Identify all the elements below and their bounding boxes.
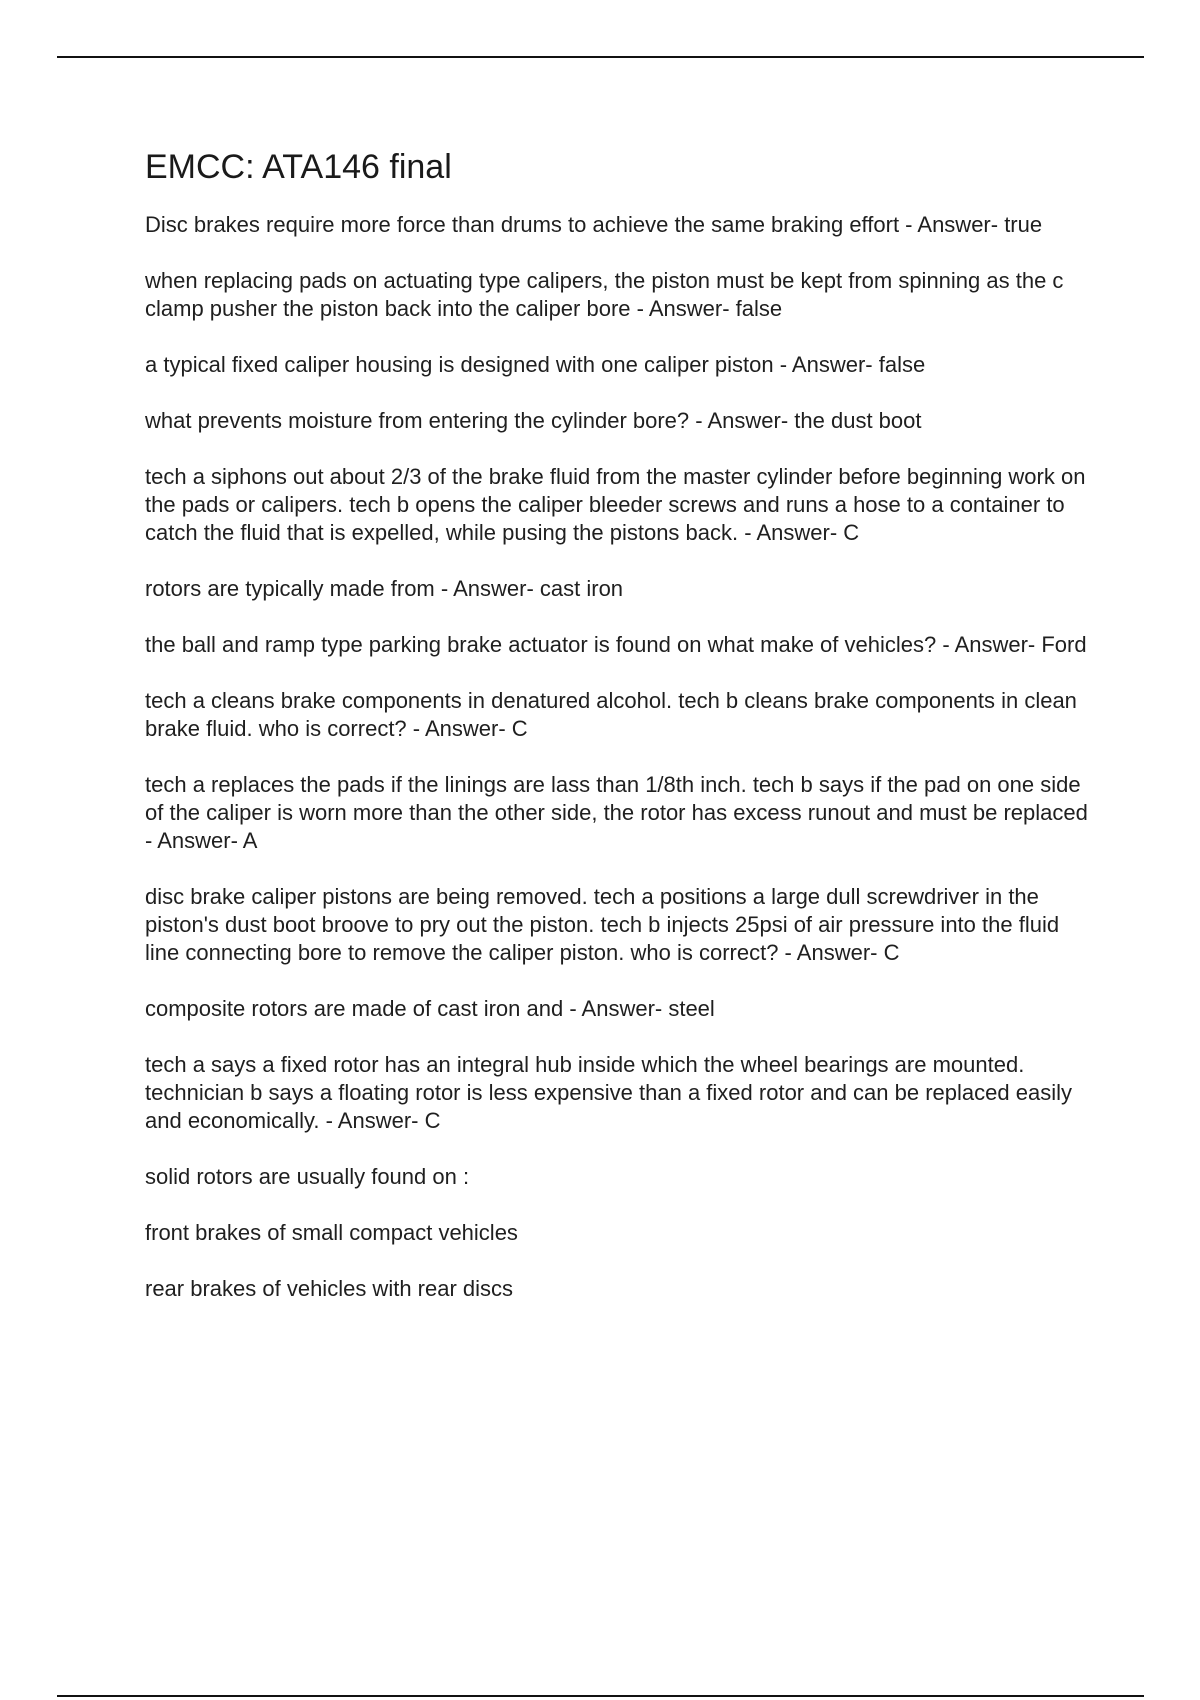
question-entry: front brakes of small compact vehicles [145,1220,518,1245]
question-entry: disc brake caliper pistons are being removed. tech a positions a large dull screwdriver in the piston's dust boot broove to pry out the piston. tech b injects 25psi of air pressure into the fluid line connecting bore to remove the caliper piston. who is correct? - Answer- C [145,884,1060,965]
question-entry: what prevents moisture from entering the cylinder bore? - Answer- the dust boot [145,408,922,433]
question-entry: tech a says a fixed rotor has an integral hub inside which the wheel bearings are mounted. technician b says a floating rotor is less expensive than a fixed rotor and can be replaced easily and economically. - Answer- C [145,1052,1072,1133]
document-title: EMCC: ATA146 final [145,148,452,186]
question-entry: Disc brakes require more force than drums to achieve the same braking effort - Answer- true [145,212,1043,237]
question-entry: tech a siphons out about 2/3 of the brake fluid from the master cylinder before beginning work on the pads or calipers. tech b opens the caliper bleeder screws and runs a hose to a container to catch the fluid that is expelled, while pusing the pistons back. - Answer- C [145,464,1086,545]
top-rule [57,56,1144,58]
bottom-rule [57,1695,1144,1697]
question-entry: a typical fixed caliper housing is designed with one caliper piston - Answer- false [145,352,926,377]
question-entry: rotors are typically made from - Answer- cast iron [145,576,624,601]
question-entry: rear brakes of vehicles with rear discs [145,1276,514,1301]
question-list [145,211,1095,1303]
document-body [145,145,1095,1331]
question-entry: solid rotors are usually found on : [145,1164,470,1189]
question-entry: composite rotors are made of cast iron and - Answer- steel [145,996,715,1021]
question-entry: tech a replaces the pads if the linings are lass than 1/8th inch. tech b says if the pad on one side of the caliper is worn more than the other side, the rotor has excess runout and must be replaced - Answer- A [145,772,1088,853]
question-entry: when replacing pads on actuating type calipers, the piston must be kept from spinning as the c clamp pusher the piston back into the caliper bore - Answer- false [145,268,1064,321]
question-entry: the ball and ramp type parking brake actuator is found on what make of vehicles? - Answer- Ford [145,632,1087,657]
question-entry: tech a cleans brake components in denatured alcohol. tech b cleans brake components in clean brake fluid. who is correct? - Answer- C [145,688,1077,741]
